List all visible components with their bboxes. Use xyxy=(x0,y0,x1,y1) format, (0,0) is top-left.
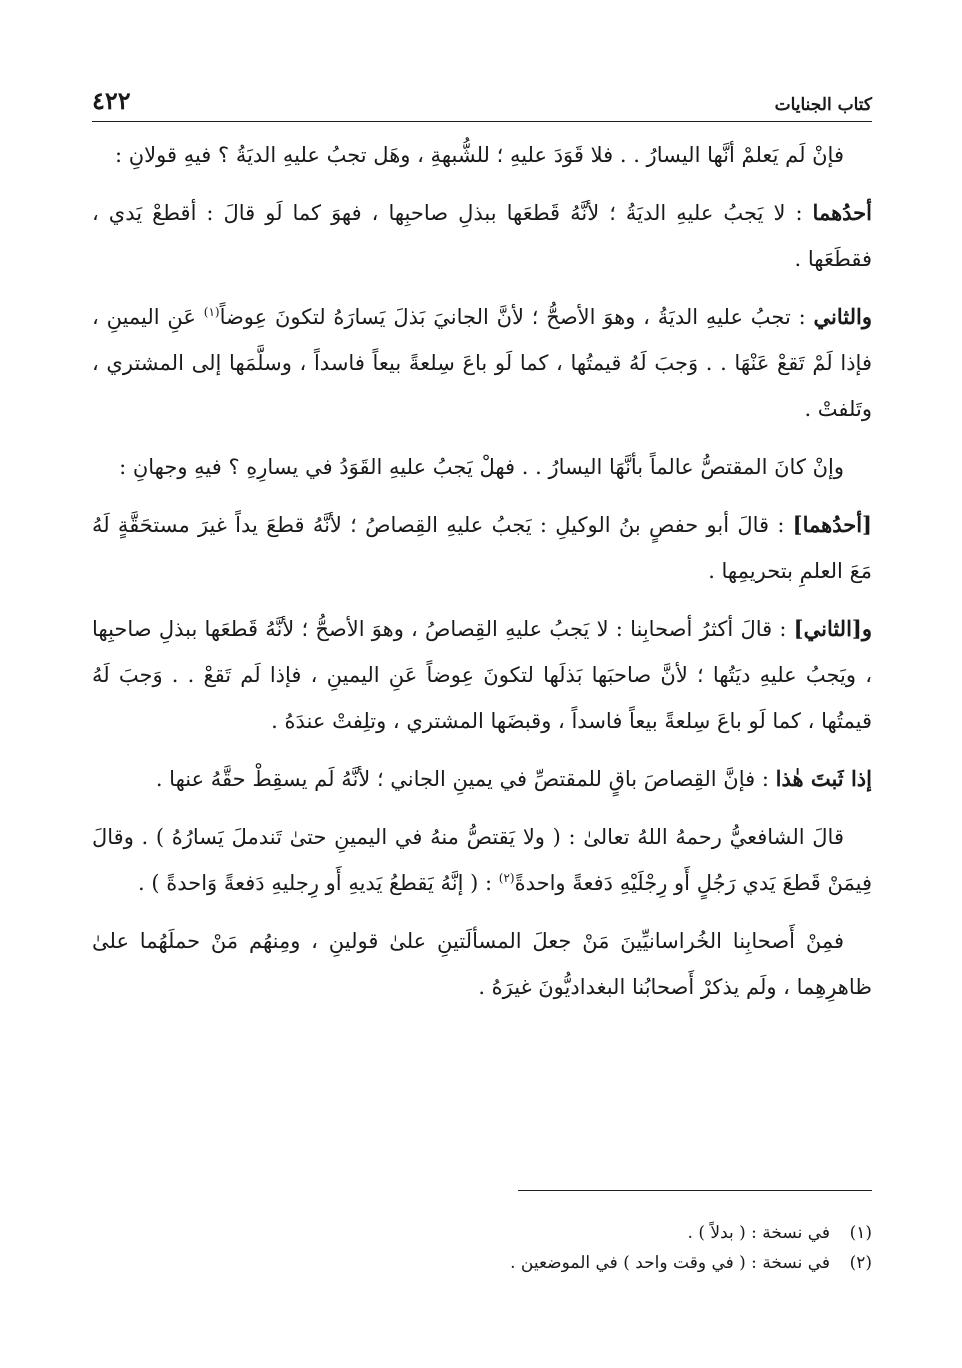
paragraph-text: قالَ الشافعيُّ رحمهُ اللهُ تعالىٰ : ( ولا يَقتصُّ منهُ في اليمينِ حتىٰ تَندملَ يَسارُهُ ) . وقالَ فِيمَنْ قَطعَ يَدي رَجُلٍ أَو رِجْلَيْهِ دَفعةً واحدةً xyxy=(92,825,872,895)
paragraph-text-cont: عَنِ اليمينِ ، فإذا لَمْ تَقعْ عَنْهَا . . وَجبَ لَهُ قيمتُها ، كما لَو باعَ سِلعةً بيعاً فاسداً ، وسلَّمَها إلى المشتري ، وتَلفتْ . xyxy=(92,305,872,421)
paragraph xyxy=(92,132,872,178)
footnote-text: في نسخة : ( بدلاً ) . xyxy=(687,1223,830,1243)
running-title: كتاب الجنايات xyxy=(774,95,872,115)
paragraph-text: : تجبُ عليهِ الديَةُ ، وهوَ الأصحُّ ؛ لأنَّ الجانيَ بَذلَ يَسارَهُ لتكونَ عِوضاً xyxy=(219,305,814,329)
paragraph-text: : قالَ أبو حفصٍ بنُ الوكيلِ : يَجبُ عليهِ القِصاصُ ؛ لأنَّهُ قطعَ يداً غيرَ مستحَقَّةٍ لَهُ مَعَ العلمِ بتحريمِها . xyxy=(92,513,872,583)
footnotes xyxy=(92,1218,872,1278)
page-header xyxy=(92,78,872,122)
paragraph-text: : قالَ أكثرُ أصحابِنا : لا يَجبُ عليهِ القِصاصُ ، وهوَ الأصحُّ ؛ لأنَّهُ قَطعَها ببذلِ صاحبِها ، ويَجبُ عليهِ ديَتُها ؛ لأنَّ صاحبَها بَذلَها لتكونَ عِوضاً عَنِ اليمينِ ، فإذا لَم تَقعْ . . وَجبَ لَهُ قيمتُها ، كما لَو باعَ سِلعةً بيعاً فاسداً ، وقبضَها المشتري ، وتلِفتْ عندَهُ . xyxy=(92,617,872,733)
paragraph xyxy=(92,606,872,744)
paragraph xyxy=(92,294,872,432)
paragraph xyxy=(92,918,872,1010)
paragraph-text: وإنْ كانَ المقتصُّ عالماً بأنَّهَا اليسارُ . . فهلْ يَجبُ عليهِ القَوَدُ في يسارِهِ ؟ فيهِ وجهانِ : xyxy=(119,455,844,479)
footnote-number: (١) xyxy=(849,1223,872,1243)
footnote-divider xyxy=(518,1190,872,1191)
paragraph-text: : فإنَّ القِصاصَ باقٍ للمقتصِّ في يمينِ الجاني ؛ لأنَّهُ لَم يسقِطْ حقَّهُ عنها . xyxy=(155,767,776,791)
footnote-ref: (١) xyxy=(203,305,220,319)
footnote xyxy=(92,1218,872,1248)
paragraph xyxy=(92,190,872,282)
footnote-ref: (٢) xyxy=(498,871,515,885)
paragraph-lead: إذا ثَبتَ هٰذا xyxy=(775,766,872,791)
paragraph-lead: [أحدُهما] xyxy=(792,512,872,537)
main-text xyxy=(92,132,872,1022)
paragraph-text: فإنْ لَم يَعلمْ أنَّها اليسارُ . . فلا قَوَدَ عليهِ ؛ للشُّبهةِ ، وهَل تجبُ عليهِ الديَةُ ؟ فيهِ قولانِ : xyxy=(114,143,844,167)
footnote-number: (٢) xyxy=(849,1253,872,1273)
paragraph xyxy=(92,502,872,594)
paragraph-text: : لا يَجبُ عليهِ الديَةُ ؛ لأنَّهُ قَطعَها ببذلِ صاحبِها ، فهوَ كما لَو قالَ : أقطعْ يَدي ، فقطَعَها . xyxy=(92,201,872,271)
paragraph xyxy=(92,814,872,906)
paragraph-lead: والثاني xyxy=(813,304,872,329)
footnote xyxy=(92,1248,872,1278)
paragraph-text-cont: : ( إنَّهُ يَقطعُ يَديهِ أَو رِجليهِ دَفعةً وَاحدةً ) . xyxy=(137,871,499,895)
page-number: ٤٢٢ xyxy=(92,86,131,115)
paragraph-lead: أحدُهما xyxy=(812,200,872,225)
paragraph xyxy=(92,444,872,490)
footnote-text: في نسخة : ( في وقت واحد ) في الموضعين . xyxy=(510,1253,830,1273)
paragraph-text: فمِنْ أَصحابِنا الخُراسانيِّينَ مَنْ جعلَ المسألَتينِ علىٰ قولينِ ، ومِنهُم مَنْ حملَهُما علىٰ ظاهرِهِما ، ولَم يذكرْ أَصحابُنا البغداديُّونَ غيرَهُ . xyxy=(92,929,872,999)
paragraph xyxy=(92,756,872,802)
paragraph-lead: و[الثاني] xyxy=(793,616,872,641)
